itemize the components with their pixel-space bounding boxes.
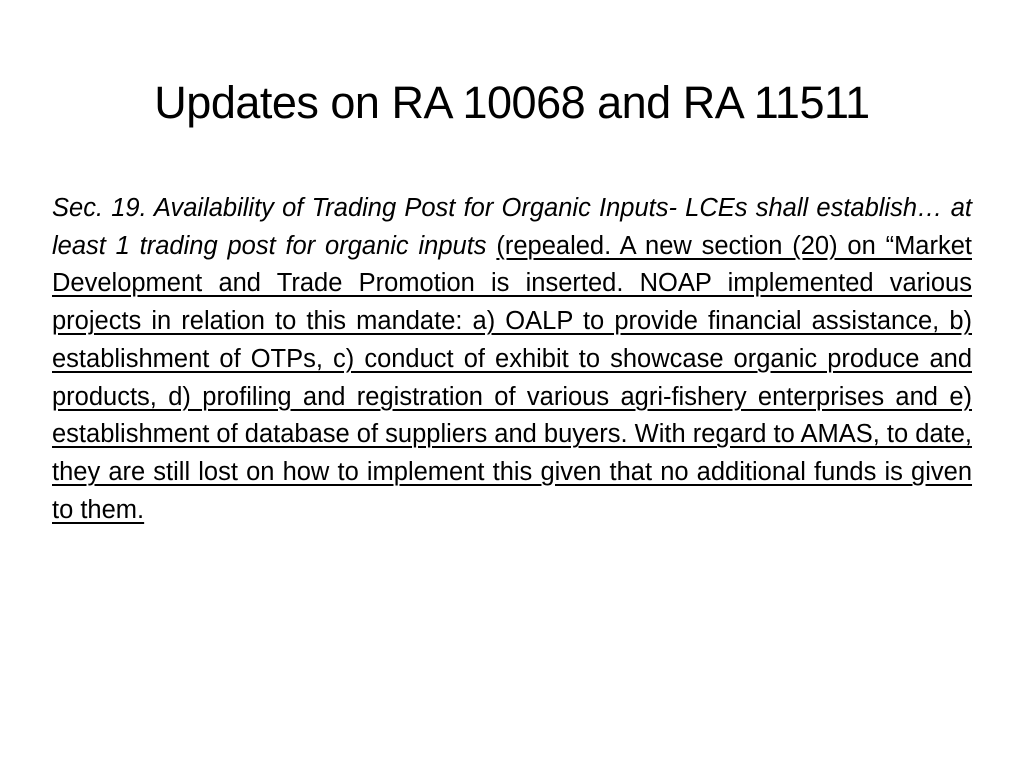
slide-body-paragraph [52,190,972,529]
slide-title: Updates on RA 10068 and RA 11511 [154,77,870,128]
section-19-text: Sec. 19. Availability of Trading Post for Organic Inputs- LCEs shall establish… at least 1 trading post for organic inputs [52,194,972,260]
repeal-update-text: (repealed. A new section (20) on “Market Development and Trade Promotion is inserted. NOAP implemented various projects in relation to this mandate: a) OALP to provide financial assistance, b) establishment of OTPs, c) conduct of exhibit to showcase organic produce and products, d) profiling and registration of various agri-fishery enterprises and e) establishment of database of suppliers and buyers. With regard to AMAS, to date, they are still lost on how to implement this given that no additional funds is given to them. [52,231,972,524]
